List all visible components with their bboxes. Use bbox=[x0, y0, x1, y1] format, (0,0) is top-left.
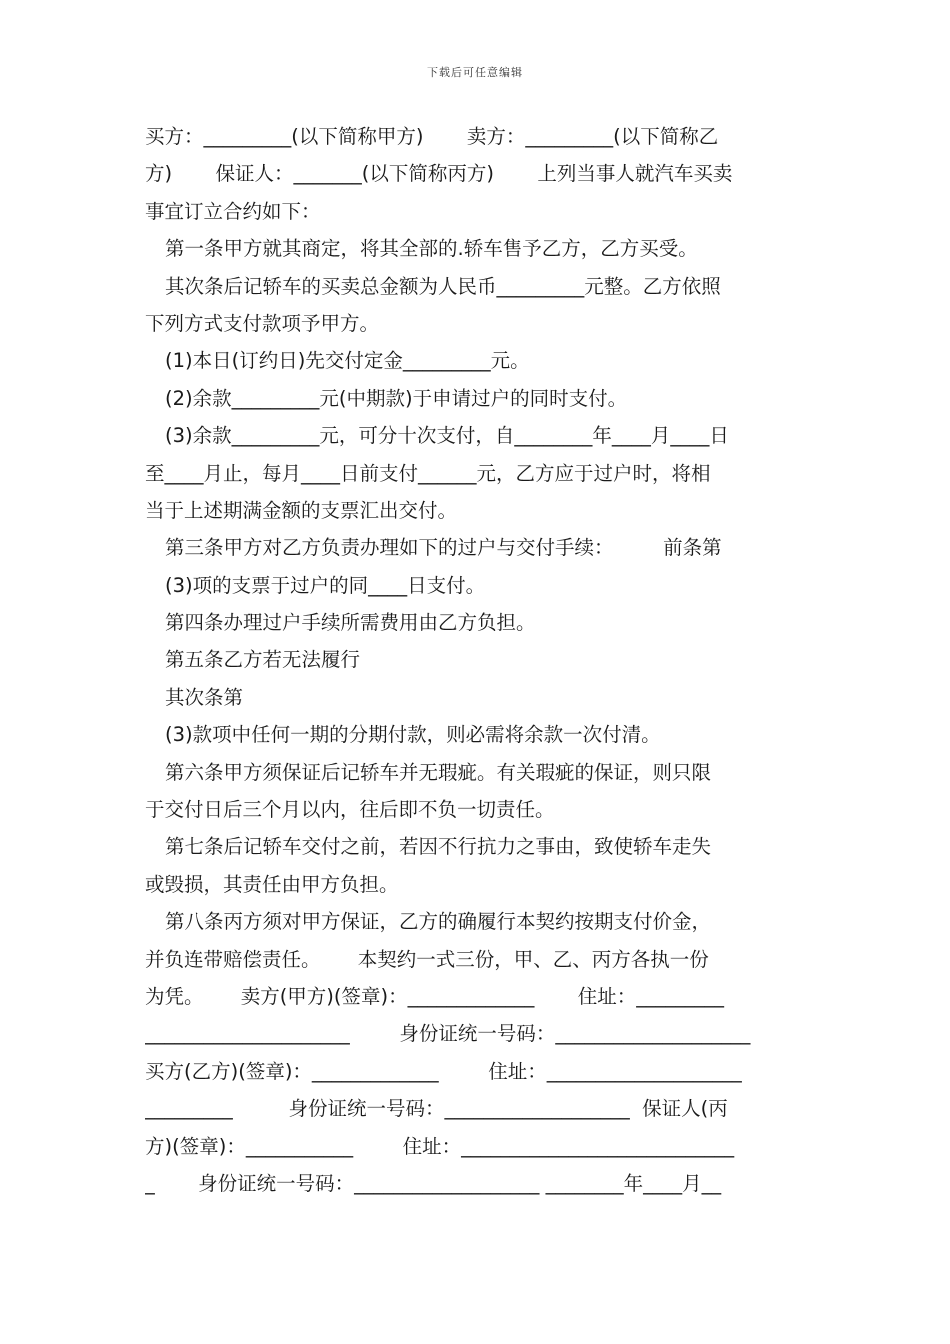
signature-line: _________ 身份证统一号码：___________________ 保证人(丙 bbox=[145, 1097, 728, 1121]
text-line: 至____月止，每月____日前支付______元，乙方应于过户时，将相 bbox=[145, 461, 711, 485]
text-line: 于交付日后三个月以内，往后即不负一切责任。 bbox=[145, 798, 555, 822]
text-line: 下列方式支付款项予甲方。 bbox=[145, 311, 380, 335]
article-3: 第三条甲方对乙方负责办理如下的过户与交付手续： 前条第 bbox=[165, 536, 722, 560]
payment-item-1: (1)本日(订约日)先交付定金_________元。 bbox=[165, 349, 530, 373]
article-4: 第四条办理过户手续所需费用由乙方负担。 bbox=[165, 611, 536, 635]
text-line: 当于上述期满金额的支票汇出交付。 bbox=[145, 498, 458, 522]
text-line: 或毁损，其责任由甲方负担。 bbox=[145, 872, 399, 896]
text-line: 并负连带赔偿责任。 本契约一式三份，甲、乙、丙方各执一份 bbox=[145, 947, 709, 971]
text-line: (3)项的支票于过户的同____日支付。 bbox=[165, 573, 486, 597]
text-line: 其次条第 bbox=[165, 685, 244, 709]
article-7: 第七条后记轿车交付之前，若因不行抗力之事由，致使轿车走失 bbox=[165, 835, 712, 859]
text-line: 方) 保证人：_______(以下简称丙方) 上列当事人就汽车买卖 bbox=[145, 162, 733, 186]
article-5: 第五条乙方若无法履行 bbox=[165, 648, 361, 672]
text-line: 买方：_________(以下简称甲方) 卖方：_________(以下简称乙 bbox=[145, 125, 719, 148]
signature-line: 为凭。 卖方(甲方)(签章)：_____________ 住址：_________ bbox=[145, 984, 725, 1008]
signature-line: _____________________ 身份证统一号码：____________________ bbox=[145, 1022, 751, 1046]
signature-line: 买方(乙方)(签章)：_____________ 住址：____________________ bbox=[145, 1059, 742, 1083]
article-2: 其次条后记轿车的买卖总金额为人民币_________元整。乙方依照 bbox=[165, 274, 721, 298]
article-8: 第八条丙方须对甲方保证，乙方的确履行本契约按期支付价金， bbox=[165, 910, 712, 934]
signature-line: 方)(签章)：___________ 住址：____________________________ bbox=[145, 1134, 735, 1158]
text-line: (3)款项中任何一期的分期付款，则必需将余款一次付清。 bbox=[165, 723, 661, 747]
payment-item-2: (2)余款_________元(中期款)于申请过户的同时支付。 bbox=[165, 386, 628, 410]
signature-line: _ 身份证统一号码：___________________ ________年____月__ bbox=[145, 1171, 722, 1195]
contract-body bbox=[145, 118, 807, 1202]
payment-item-3: (3)余款_________元，可分十次支付，自________年____月____日 bbox=[165, 424, 729, 448]
article-1: 第一条甲方就其商定，将其全部的.轿车售予乙方，乙方买受。 bbox=[165, 237, 698, 261]
page-header-note: 下载后可任意编辑 bbox=[427, 66, 523, 79]
text-line: 事宜订立合约如下： bbox=[145, 199, 321, 223]
article-6: 第六条甲方须保证后记轿车并无瑕疵。有关瑕疵的保证，则只限 bbox=[165, 760, 712, 784]
